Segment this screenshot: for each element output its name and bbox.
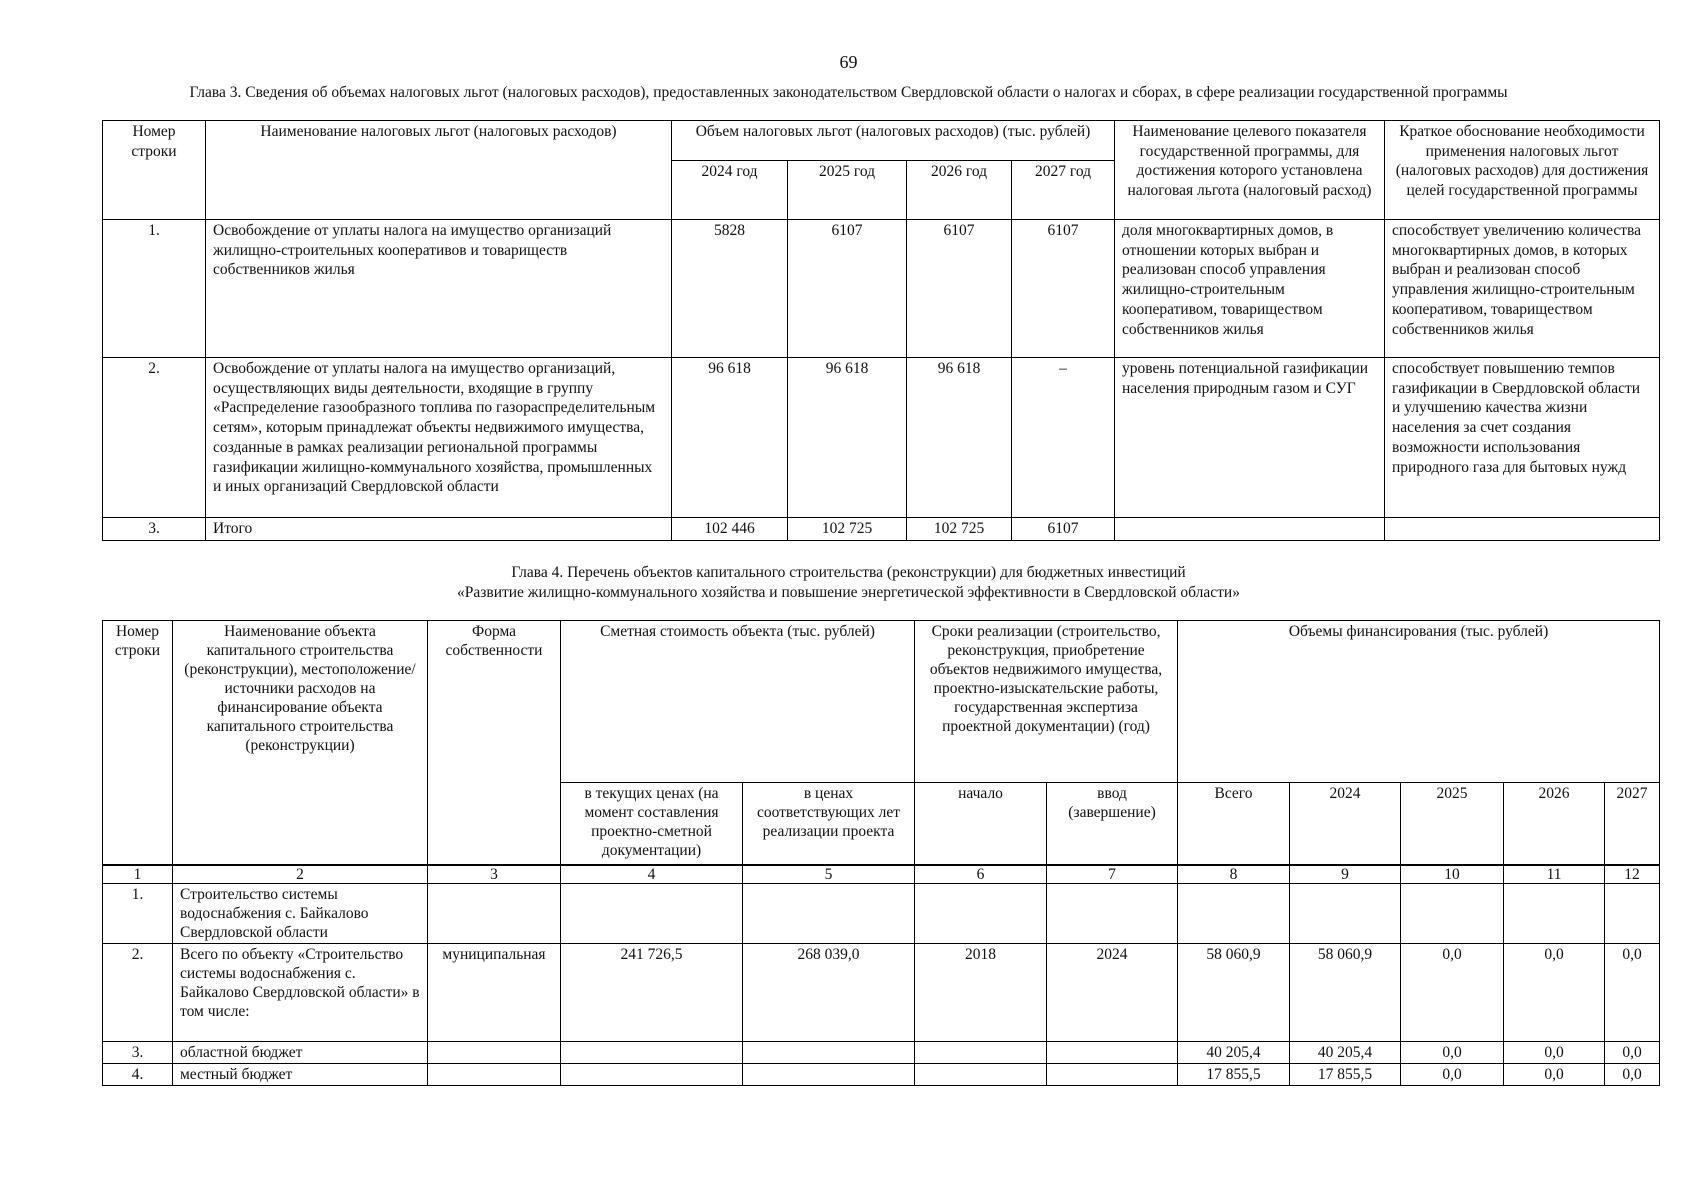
start-year: 2018 [915, 944, 1047, 1042]
header-benefit-name: Наименование налоговых льгот (налоговых расходов) [206, 121, 672, 220]
total-2027: 6107 [1012, 518, 1115, 541]
header-funding-volume: Объемы финансирования (тыс. рублей) [1178, 621, 1660, 783]
header-target-indicator: Наименование целевого показателя государственной программы, для достижения которого установлена налоговая льгота (налоговый расход) [1115, 121, 1385, 220]
funding-total: 58 060,9 [1178, 944, 1290, 1042]
end-year [1047, 1064, 1178, 1086]
value-2024: 5828 [672, 220, 788, 358]
object-name: местный бюджет [173, 1064, 428, 1086]
justification: способствует повышению темпов газификации в Свердловской области и улучшению качества жизни населения за счет создания возможности использования природного газа для бытовых нужд [1385, 358, 1660, 518]
end-year: 2024 [1047, 944, 1178, 1042]
justification [1385, 518, 1660, 541]
benefit-name: Освобождение от уплаты налога на имущество организаций жилищно-строительных кооперативов и товариществ собственников жилья [206, 220, 672, 358]
column-number: 2 [173, 865, 428, 884]
funding-total [1178, 884, 1290, 944]
header-year-2027: 2027 [1605, 783, 1660, 865]
funding-2024: 58 060,9 [1290, 944, 1401, 1042]
value-2027: – [1012, 358, 1115, 518]
total-2025: 102 725 [788, 518, 907, 541]
object-name: Строительство системы водоснабжения с. Байкалово Свердловской области [173, 884, 428, 944]
ownership [428, 1064, 561, 1086]
header-justification: Краткое обоснование необходимости применения налоговых льгот (налоговых расходов) для достижения целей государственной программы [1385, 121, 1660, 220]
cost-project: 268 039,0 [743, 944, 915, 1042]
table-row [103, 884, 1660, 944]
value-2026: 6107 [907, 220, 1012, 358]
row-number: 1. [103, 884, 173, 944]
total-2024: 102 446 [672, 518, 788, 541]
row-number: 3. [103, 1042, 173, 1064]
start-year [915, 1064, 1047, 1086]
chapter4-title-line1: Глава 4. Перечень объектов капитального строительства (реконструкции) для бюджетных инвестиций [511, 564, 1186, 581]
value-2027: 6107 [1012, 220, 1115, 358]
table-row [103, 220, 1660, 358]
column-number: 5 [743, 865, 915, 884]
funding-total: 40 205,4 [1178, 1042, 1290, 1064]
object-name: Всего по объекту «Строительство системы водоснабжения с. Байкалово Свердловской области» в том числе: [173, 944, 428, 1042]
target-indicator: уровень потенциальной газификации населения природным газом и СУГ [1115, 358, 1385, 518]
table-row [103, 358, 1660, 518]
funding-2026: 0,0 [1504, 944, 1605, 1042]
header-year-2027: 2027 год [1012, 161, 1115, 220]
header-object-name: Наименование объекта капитального строительства (реконструкции), местоположение/ источники расходов на финансирование объекта капитального строительства (реконструкции) [173, 621, 428, 865]
start-year [915, 1042, 1047, 1064]
funding-2027 [1605, 884, 1660, 944]
table-row [103, 944, 1660, 1042]
page-number: 69 [839, 52, 858, 72]
target-indicator [1115, 518, 1385, 541]
start-year [915, 884, 1047, 944]
header-year-2025: 2025 [1401, 783, 1504, 865]
column-numbers-row [103, 865, 1660, 884]
header-year-2024: 2024 [1290, 783, 1401, 865]
object-name: областной бюджет [173, 1042, 428, 1064]
value-2024: 96 618 [672, 358, 788, 518]
header-start: начало [915, 783, 1047, 865]
funding-total: 17 855,5 [1178, 1064, 1290, 1086]
row-number: 1. [103, 220, 206, 358]
table-row [103, 1064, 1660, 1086]
ownership [428, 884, 561, 944]
header-ownership: Форма собственности [428, 621, 561, 865]
cost-project [743, 1042, 915, 1064]
ownership [428, 1042, 561, 1064]
end-year [1047, 884, 1178, 944]
funding-2025: 0,0 [1401, 1064, 1504, 1086]
header-row-number: Номер строки [103, 121, 206, 220]
cost-current [561, 1064, 743, 1086]
funding-2025: 0,0 [1401, 944, 1504, 1042]
funding-2026: 0,0 [1504, 1064, 1605, 1086]
header-benefit-volume: Объем налоговых льгот (налоговых расходов) (тыс. рублей) [672, 121, 1115, 161]
header-year-2025: 2025 год [788, 161, 907, 220]
ownership: муниципальная [428, 944, 561, 1042]
total-2026: 102 725 [907, 518, 1012, 541]
tax-benefits-table [102, 120, 1660, 541]
column-number: 12 [1605, 865, 1660, 884]
header-year-2024: 2024 год [672, 161, 788, 220]
end-year [1047, 1042, 1178, 1064]
funding-2027: 0,0 [1605, 1064, 1660, 1086]
header-implementation-terms: Сроки реализации (строительство, реконструкция, приобретение объектов недвижимого имущества, проектно-изыскательские работы, государственная экспертиза проектной документации) (год) [915, 621, 1178, 783]
funding-2027: 0,0 [1605, 944, 1660, 1042]
column-number: 8 [1178, 865, 1290, 884]
justification: способствует увеличению количества многоквартирных домов, в которых выбран и реализован способ управления жилищно-строительным кооперативом, товариществом собственников жилья [1385, 220, 1660, 358]
header-cost-project-prices: в ценах соответствующих лет реализации проекта [743, 783, 915, 865]
column-number: 11 [1504, 865, 1605, 884]
row-number: 4. [103, 1064, 173, 1086]
value-2025: 96 618 [788, 358, 907, 518]
row-number: 2. [103, 358, 206, 518]
benefit-name: Освобождение от уплаты налога на имущество организаций, осуществляющих виды деятельности, входящие в группу «Распределение газообразного топлива по газораспределительным сетям», которым принадлежат объекты недвижимого имущества, созданные в рамках реализации региональной программы газификации жилищно-коммунального хозяйства, промышленных и иных организаций Свердловской области [206, 358, 672, 518]
header-end: ввод (завершение) [1047, 783, 1178, 865]
funding-2025: 0,0 [1401, 1042, 1504, 1064]
cost-current: 241 726,5 [561, 944, 743, 1042]
row-number: 2. [103, 944, 173, 1042]
cost-project [743, 1064, 915, 1086]
header-estimated-cost: Сметная стоимость объекта (тыс. рублей) [561, 621, 915, 783]
cost-current [561, 884, 743, 944]
total-label: Итого [206, 518, 672, 541]
funding-2027: 0,0 [1605, 1042, 1660, 1064]
column-number: 3 [428, 865, 561, 884]
value-2026: 96 618 [907, 358, 1012, 518]
column-number: 4 [561, 865, 743, 884]
header-row-number: Номер строки [103, 621, 173, 865]
chapter3-title: Глава 3. Сведения об объемах налоговых льгот (налоговых расходов), предоставленных законодательством Свердловской области о налогах и сборах, в сфере реализации государственной программы [189, 84, 1508, 101]
column-number: 10 [1401, 865, 1504, 884]
table-row [103, 1042, 1660, 1064]
funding-2026 [1504, 884, 1605, 944]
column-number: 6 [915, 865, 1047, 884]
value-2025: 6107 [788, 220, 907, 358]
column-number: 1 [103, 865, 173, 884]
capital-construction-table [102, 620, 1660, 1086]
row-number: 3. [103, 518, 206, 541]
cost-current [561, 1042, 743, 1064]
table-row-total [103, 518, 1660, 541]
funding-2025 [1401, 884, 1504, 944]
header-year-2026: 2026 [1504, 783, 1605, 865]
header-total: Всего [1178, 783, 1290, 865]
column-number: 9 [1290, 865, 1401, 884]
funding-2024: 40 205,4 [1290, 1042, 1401, 1064]
funding-2024 [1290, 884, 1401, 944]
funding-2024: 17 855,5 [1290, 1064, 1401, 1086]
cost-project [743, 884, 915, 944]
target-indicator: доля многоквартирных домов, в отношении которых выбран и реализован способ управления жилищно-строительным кооперативом, товариществом собственников жилья [1115, 220, 1385, 358]
chapter4-title-line2: «Развитие жилищно-коммунального хозяйства и повышение энергетической эффективности в Свердловской области» [457, 584, 1240, 601]
funding-2026: 0,0 [1504, 1042, 1605, 1064]
column-number: 7 [1047, 865, 1178, 884]
header-year-2026: 2026 год [907, 161, 1012, 220]
header-cost-current-prices: в текущих ценах (на момент составления проектно-сметной документации) [561, 783, 743, 865]
